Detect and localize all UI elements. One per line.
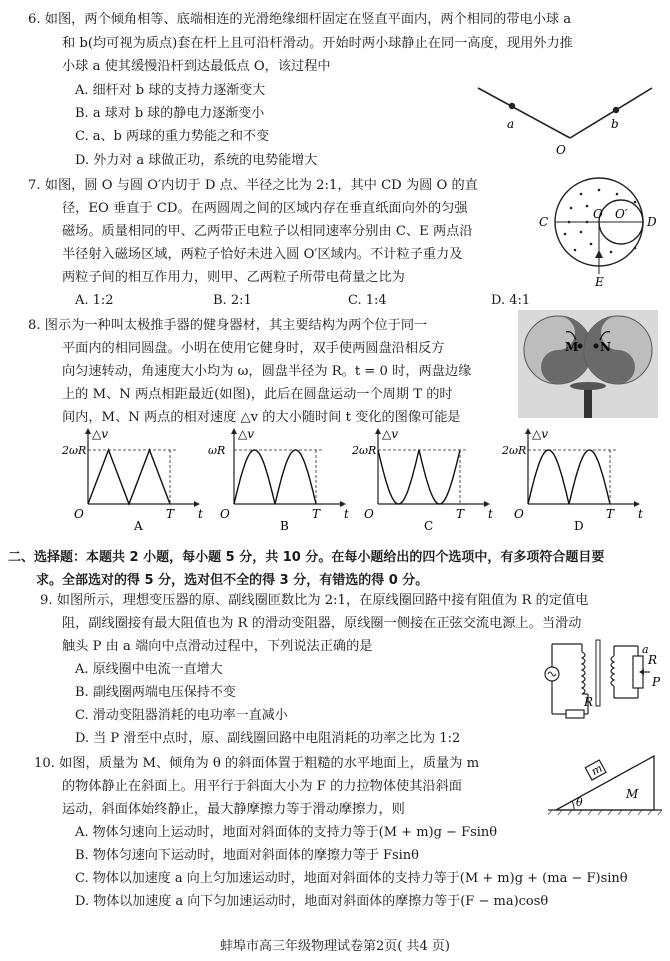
q9-stem-line-1: 9. 如图所示，理想变压器的原、副线圈匝数比为 2:1，在原线圈回路中接有阻值为 R 的定值电 <box>40 593 589 608</box>
q9-label-r2: R <box>648 653 658 667</box>
graph-option-label: B <box>280 519 289 533</box>
q6-ball-a <box>509 103 515 109</box>
q8-graph-c <box>352 426 492 532</box>
q6-stem-line-3: 小球 a 使其缓慢沿杆到达最低点 O，该过程中 <box>62 59 331 74</box>
y-axis-label: △v <box>382 427 399 441</box>
origin-label: O <box>514 507 524 521</box>
q7-figure <box>535 172 665 290</box>
q7-label-c: C <box>539 215 549 229</box>
origin-label: O <box>364 507 374 521</box>
q9-option-c: C. 滑动变阻器消耗的电功率一直减小 <box>75 708 288 723</box>
q9-stem-line-2: 阻，副线圈接有最大阻值也为 R 的滑动变阻器，原线圈一侧接在正弦交流电源上。当滑动 <box>62 616 582 631</box>
q10-option-c: C. 物体以加速度 a 向上匀加速运动时，地面对斜面体的支持力等于(M + m)g + (ma − F)sinθ <box>75 871 628 886</box>
t-period-label: T <box>606 507 615 521</box>
x-axis-label: t <box>488 507 493 521</box>
q6-option-c: C. a、b 两球的重力势能之和不变 <box>75 129 269 144</box>
q8-graph-b <box>208 426 348 532</box>
secondary-coil-icon <box>611 656 614 686</box>
t-period-label: T <box>456 507 465 521</box>
y-peak-label: ωR <box>208 444 226 457</box>
origin-label: O <box>220 507 230 521</box>
q6-stem-line-2: 和 b(均可视为质点)套在杆上且可沿杆滑动。开始时两小球静止在同一高度，现用外力推 <box>62 36 573 51</box>
q6-ball-b <box>613 107 619 113</box>
q7-label-e: E <box>595 275 604 289</box>
q7-option-a: A. 1:2 <box>75 293 114 308</box>
x-axis-label: t <box>638 507 643 521</box>
q7-label-o2: O′ <box>615 207 628 221</box>
q6-figure <box>470 80 660 160</box>
q9-label-r1: R <box>584 695 594 709</box>
q7-option-c: C. 1:4 <box>348 293 387 308</box>
q7-stem-line-3: 磁场。质量相同的甲、乙两带正电粒子以相同速率分别由 C、E 两点沿 <box>62 224 473 239</box>
q8-stem-line-4: 上的 M、N 两点相距最近(如图)，此后在圆盘运动一个周期 T 的时 <box>62 387 453 402</box>
y-axis-arrow-icon <box>231 428 237 434</box>
q7-stem-line-4: 半径射入磁场区域，两粒子恰好未进入圆 O′区域内。不计粒子重力及 <box>62 247 463 262</box>
q10-option-b: B. 物体匀速向下运动时，地面对斜面体的摩擦力等于 Fsinθ <box>75 848 419 863</box>
q9-stem-line-3: 触头 P 由 a 端向中点滑动过程中，下列说法正确的是 <box>62 639 373 654</box>
curve <box>234 450 316 504</box>
q6-label-b: b <box>611 117 619 131</box>
q6-label-o: O <box>556 143 566 157</box>
y-axis-arrow-icon <box>525 428 531 434</box>
q9-option-b: B. 副线圈两端电压保持不变 <box>75 685 236 700</box>
q9-label-p: P <box>652 675 661 689</box>
curve <box>378 450 460 504</box>
q7-stem-line-5: 两粒子间的相互作用力，则甲、乙两粒子所带电荷量之比为 <box>62 270 405 285</box>
q7-option-b: B. 2:1 <box>213 293 252 308</box>
q6-stem-line-1: 6. 如图，两个倾角相等、底端相连的光滑绝缘细杆固定在竖直平面内，两个相同的带电小球 a <box>28 12 572 27</box>
q7-label-d: D <box>647 215 657 229</box>
q6-option-b: B. a 球对 b 球的静电力逐渐变小 <box>75 106 265 121</box>
q10-option-d: D. 物体以加速度 a 向下匀加速运动时，地面对斜面体的摩擦力等于(F − ma)cosθ <box>75 894 549 909</box>
q6-option-d: D. 外力对 a 球做正功，系统的电势能增大 <box>75 153 318 168</box>
q6-option-a: A. 细杆对 b 球的支持力逐渐变大 <box>75 83 266 98</box>
curve <box>88 450 170 504</box>
curve <box>528 450 610 504</box>
section-2-heading-line-1: 二、选择题：本题共 2 小题，每小题 5 分，共 10 分。在每小题给出的四个选项中，有多项符合题目要 <box>8 550 605 565</box>
q9-option-a: A. 原线圈中电流一直增大 <box>75 662 223 677</box>
q8-stem-line-5: 间内，M、N 两点的相对速度 △v 的大小随时间 t 变化的图像可能是 <box>62 410 461 425</box>
q8-graph-a <box>62 426 202 532</box>
q10-stem-line-3: 运动，斜面体始终静止，最大静摩擦力等于滑动摩擦力，则 <box>62 802 405 817</box>
y-peak-label: 2ωR <box>62 444 87 457</box>
origin-label: O <box>74 507 84 521</box>
q9-label-a: a <box>642 643 649 656</box>
q10-stem-line-2: 的物体静止在斜面上。用平行于斜面大小为 F 的力拉物体使其沿斜面 <box>62 779 462 794</box>
y-axis-arrow-icon <box>375 428 381 434</box>
q10-figure <box>546 752 664 816</box>
q10-label-M: M <box>626 787 639 801</box>
q9-resistor-r1 <box>566 710 584 718</box>
graph-option-label: A <box>134 519 143 533</box>
y-axis-label: △v <box>238 427 255 441</box>
q7-stem-line-1: 7. 如图，圆 O 与圆 O′内切于 D 点、半径之比为 2:1，其中 CD 为圆 O 的直 <box>28 178 478 193</box>
q8-stem-line-2: 平面内的相同圆盘。小明在使用它健身时，双手使两圆盘沿相反方 <box>62 341 445 356</box>
q7-option-d: D. 4:1 <box>491 293 531 308</box>
q7-stem-line-2: 径，EO 垂直于 CD。在两圆周之间的区域内存在垂直纸面向外的匀强 <box>62 201 468 216</box>
y-peak-label: 2ωR <box>502 444 527 457</box>
q8-stem-line-1: 8. 图示为一种叫太极推手器的健身器材，其主要结构为两个位于同一 <box>28 318 428 333</box>
y-axis-label: △v <box>532 427 549 441</box>
x-axis-label: t <box>344 507 349 521</box>
t-period-label: T <box>166 507 175 521</box>
q8-graph-d <box>502 426 642 532</box>
t-period-label: T <box>312 507 321 521</box>
q10-stem-line-1: 10. 如图，质量为 M、倾角为 θ 的斜面体置于粗糙的水平地面上，质量为 m <box>34 756 480 771</box>
page-footer: 蚌埠市高三年级物理试卷第2页( 共4 页) <box>220 939 450 954</box>
q7-label-o: O <box>593 207 603 221</box>
q8-label-m: M <box>565 340 579 354</box>
q10-label-theta: θ <box>576 796 583 809</box>
y-axis-label: △v <box>92 427 109 441</box>
x-axis-label: t <box>198 507 203 521</box>
q8-stem-line-3: 向匀速转动，角速度大小均为 ω，圆盘半径为 R。t = 0 时，两盘边缘 <box>62 364 472 379</box>
q6-label-a: a <box>507 117 515 131</box>
graph-option-label: D <box>574 519 584 533</box>
y-axis-arrow-icon <box>85 428 91 434</box>
q10-option-a: A. 物体匀速向上运动时，地面对斜面体的支持力等于(M + m)g − Fsinθ <box>75 825 498 840</box>
q8-label-n: N <box>600 340 611 354</box>
q9-figure <box>538 634 666 724</box>
q8-photo <box>518 310 658 418</box>
section-2-heading-line-2: 求。全部选对的得 5 分，选对但不全的得 3 分，有错选的得 0 分。 <box>36 573 429 588</box>
q10-label-m: m <box>589 761 605 779</box>
q9-option-d: D. 当 P 滑至中点时，原、副线圈回路中电阻消耗的功率之比为 1:2 <box>75 731 461 746</box>
q10-incline <box>556 756 654 810</box>
graph-option-label: C <box>424 519 434 533</box>
primary-coil-icon <box>582 652 585 694</box>
y-peak-label: 2ωR <box>352 444 377 457</box>
